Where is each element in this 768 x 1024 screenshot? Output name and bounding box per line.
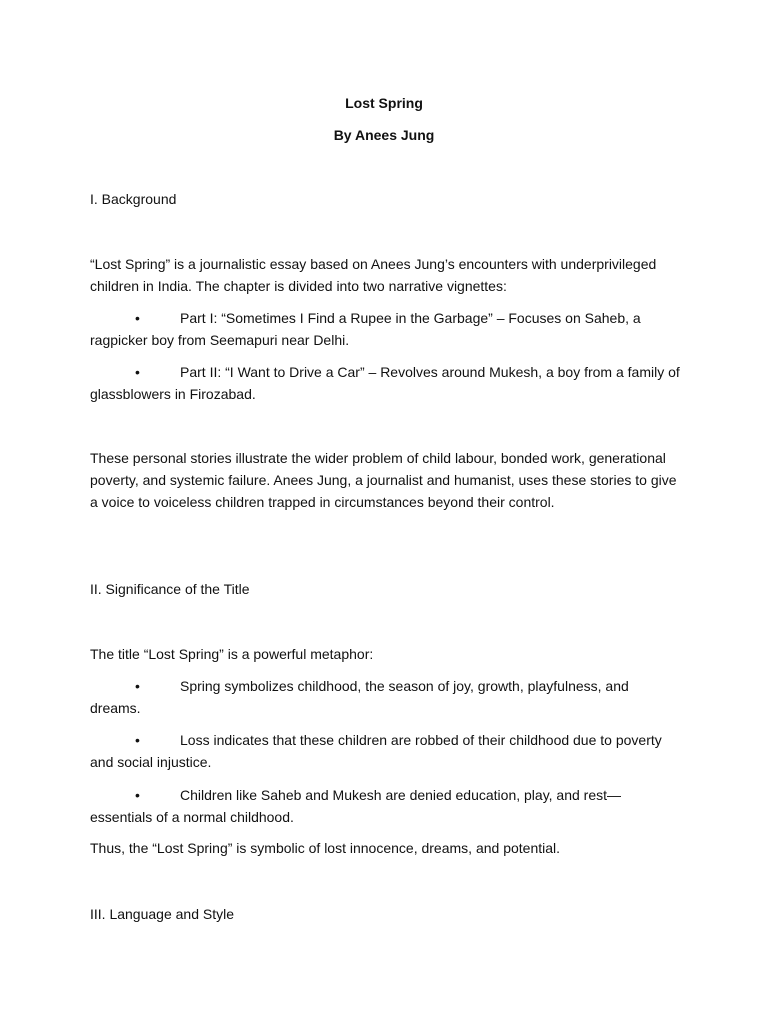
section-heading-background: I. Background	[90, 191, 177, 207]
background-closing-paragraph: These personal stories illustrate the wider problem of child labour, bonded work, generational poverty, and systemic failure. Anees Jung, a journalist and humanist, uses these stories to give a voice to voiceless children trapped in circumstances beyond their control.	[90, 450, 677, 510]
document-title: Lost Spring	[345, 95, 423, 111]
bullet-marker: •	[135, 310, 140, 326]
bullet-text: Spring symbolizes childhood, the season of joy, growth, playfulness, and dreams.	[90, 678, 629, 716]
title-significance-bullet-2	[90, 729, 682, 773]
background-bullet-1	[90, 307, 682, 351]
section-heading-language-style: III. Language and Style	[90, 906, 234, 922]
title-significance-closing: Thus, the “Lost Spring” is symbolic of lost innocence, dreams, and potential.	[90, 840, 561, 856]
bullet-marker: •	[135, 364, 140, 380]
bullet-text: Part I: “Sometimes I Find a Rupee in the Garbage” – Focuses on Saheb, a ragpicker boy from Seemapuri near Delhi.	[90, 310, 641, 348]
title-significance-intro: The title “Lost Spring” is a powerful metaphor:	[90, 646, 374, 662]
title-significance-bullet-3	[90, 784, 682, 828]
bullet-marker: •	[135, 732, 140, 748]
bullet-marker: •	[135, 787, 140, 803]
bullet-text: Loss indicates that these children are robbed of their childhood due to poverty and social injustice.	[90, 732, 662, 770]
bullet-text: Children like Saheb and Mukesh are denied education, play, and rest—essentials of a normal childhood.	[90, 787, 622, 825]
bullet-marker: •	[135, 678, 140, 694]
background-intro-paragraph: “Lost Spring” is a journalistic essay based on Anees Jung’s encounters with underprivileged children in India. The chapter is divided into two narrative vignettes:	[90, 256, 657, 294]
bullet-text: Part II: “I Want to Drive a Car” – Revolves around Mukesh, a boy from a family of glassblowers in Firozabad.	[90, 364, 680, 402]
section-heading-title-significance: II. Significance of the Title	[90, 581, 250, 597]
title-significance-bullet-1	[90, 675, 682, 719]
background-bullet-2	[90, 361, 682, 405]
document-author: By Anees Jung	[333, 127, 435, 143]
